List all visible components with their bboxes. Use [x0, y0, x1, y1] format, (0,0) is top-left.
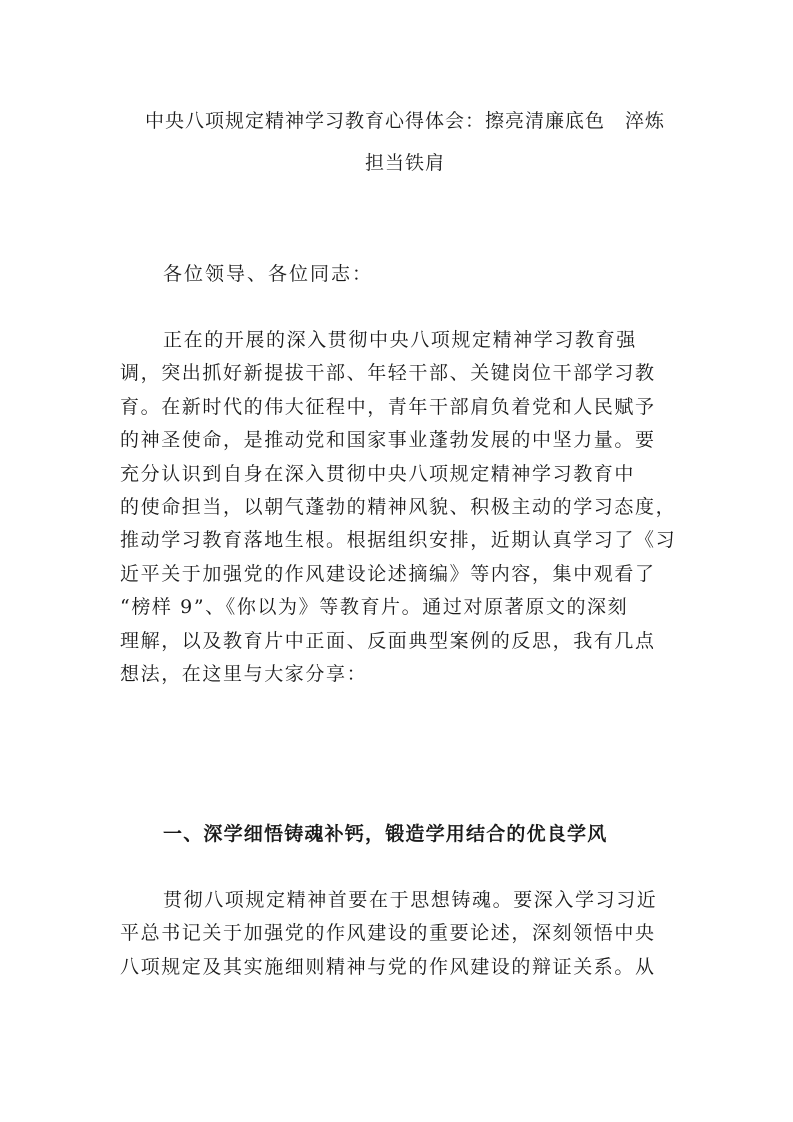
paragraph-2	[120, 884, 680, 984]
paragraph-line: “榜样 9”、《你以为》等教育片。通过对原著原文的深刻	[120, 596, 629, 619]
paragraph-line: 的使命担当，以朝气蓬勃的精神风貌、积极主动的学习态度，	[120, 496, 677, 519]
paragraph-line: 推动学习教育落地生根。根据组织安排，近期认真学习了《习	[120, 529, 677, 552]
paragraph-line: 理解，以及教育片中正面、反面典型案例的反思，我有几点	[120, 629, 656, 652]
document-title	[110, 100, 700, 184]
paragraph-line: 八项规定及其实施细则精神与党的作风建设的辩证关系。从	[120, 955, 656, 978]
section-heading-1: 一、深学细悟铸魂补钙，锻造学用结合的优良学风	[163, 823, 608, 845]
title-line-2: 担当铁肩	[364, 152, 445, 174]
paragraph-line: 育。在新时代的伟大征程中，青年干部肩负着党和人民赋予	[120, 395, 656, 418]
paragraph-line: 正在的开展的深入贯彻中央八项规定精神学习教育强	[163, 329, 637, 351]
paragraph-line: 想法，在这里与大家分享：	[120, 663, 368, 686]
greeting: 各位领导、各位同志：	[163, 263, 374, 285]
paragraph-line: 贯彻八项规定精神首要在于思想铸魂。要深入学习习近	[163, 889, 658, 911]
paragraph-1	[120, 324, 680, 691]
paragraph-line: 充分认识到自身在深入贯彻中央八项规定精神学习教育中	[120, 462, 636, 485]
paragraph-line: 调，突出抓好新提拔干部、年轻干部、关键岗位干部学习教	[120, 362, 656, 385]
paragraph-line: 近平关于加强党的作风建设论述摘编》等内容，集中观看了	[120, 562, 656, 585]
paragraph-line: 的神圣使命，是推动党和国家事业蓬勃发展的中坚力量。要	[120, 429, 656, 452]
title-line-1: 中央八项规定精神学习教育心得体会：擦亮清廉底色 淬炼	[144, 110, 665, 132]
paragraph-line: 平总书记关于加强党的作风建设的重要论述，深刻领悟中央	[120, 922, 656, 945]
